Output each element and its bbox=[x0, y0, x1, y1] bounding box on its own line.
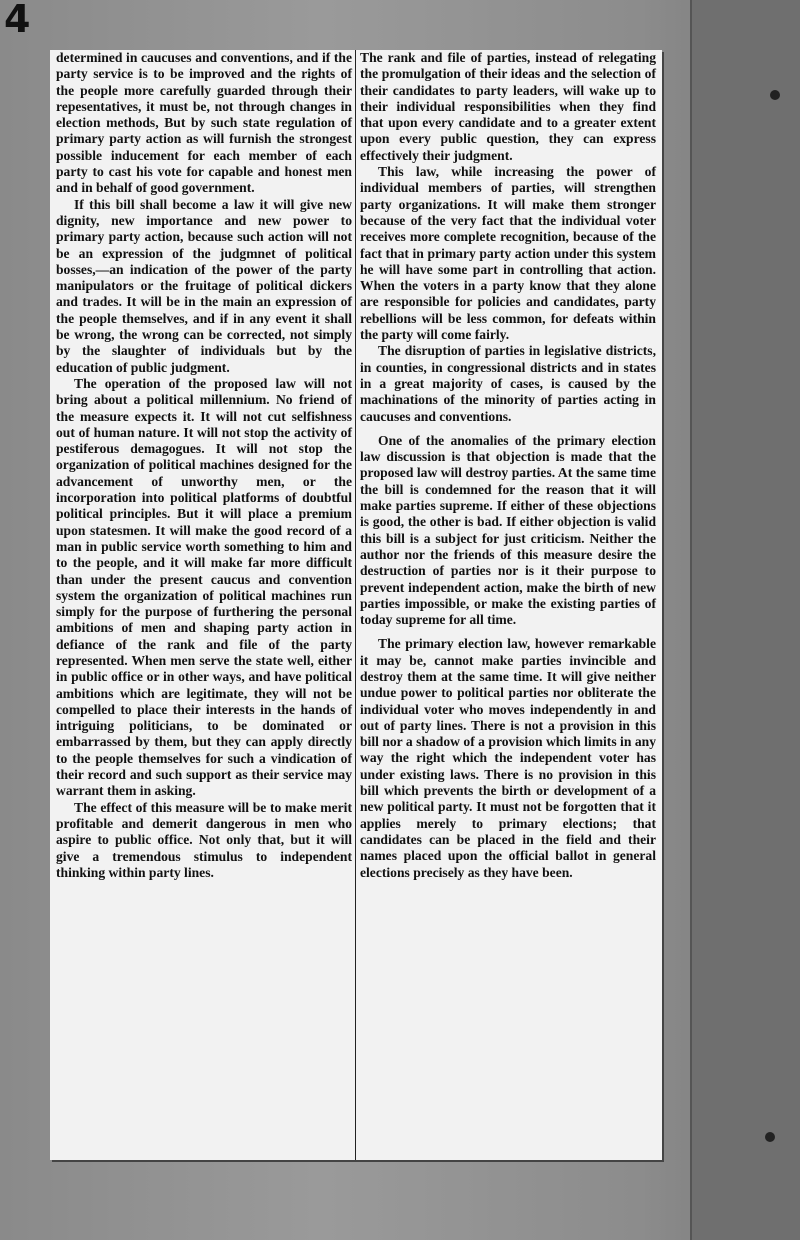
paragraph: The rank and file of parties, instead of relegating the promulgation of their ideas and the selection of their candidates to party leaders, will wake up to their individual responsibilities when they find that upon every candidate and to a greater extent upon every public question, they can express effectively their judgment. bbox=[360, 50, 656, 163]
paragraph: The operation of the proposed law will not bring about a political millennium. No friend of the measure expects it. It will not cut selfishness out of human nature. It will not stop the activity of pestiferous demagogues. It will not stop the organization of political machines designed for the advancement of unworthy men, or the incorporation into political platforms of doubtful political principles. But it will place a premium upon statesmen. It will make the good record of a man in public service worth something to him and to the people, and it will make far more difficult than under the present caucus and convention system the organization of political machines run simply for the purpose of furthering the personal ambitions of men and shaping party action in defiance of the rank and file of the party represented. When men serve the state well, either in public office or in other ways, and have political ambitions which are legitimate, they will not be compelled to place their interests in the hands of intriguing politicians, to be dominated or embarrassed by them, but they can apply directly to the people themselves for such a vindication of their record and such support as their service may warrant them in asking. bbox=[56, 375, 352, 799]
page-edge-strip bbox=[690, 0, 800, 1240]
right-column bbox=[360, 50, 656, 881]
left-column bbox=[56, 50, 352, 881]
paragraph: The primary election law, however remarkable it may be, cannot make parties invincible and destroy them at the same time. It will give neither undue power to political parties nor obliterate the individual voter who moves independently in and out of party lines. There is not a provision in this bill nor a shadow of a provision which limits in any way the right which the independent voter has under existing laws. There is no provision in this bill which prevents the birth or development of a new political party. It must not be forgotten that it applies merely to primary elections; that candidates can be placed in the field and their names placed upon the official ballot in general elections precisely as they have been. bbox=[360, 636, 656, 880]
paragraph: determined in caucuses and conventions, and if the party service is to be improved and the rights of the people more carefully guarded through their repesentatives, it must be, not through changes in election methods, But by such state regulation of primary party action as will furnish the strongest possible inducement for each member of each party to cast his vote for capable and honest men and in behalf of good government. bbox=[56, 50, 352, 196]
binding-hole bbox=[770, 90, 780, 100]
paragraph: One of the anomalies of the primary election law discussion is that objection is made that the proposed law will destroy parties. At the same time the bill is condemned for the reason that it will make parties supreme. If either of these objections is good, the other is bad. If either objection is valid this bill is a subject for just criticism. Neither the author nor the friends of this measure desire the destruction of parties nor is it their purpose to prevent independent action, make the birth of new parties impossible, or make the existing parties of today supreme for all time. bbox=[360, 432, 656, 628]
column-rule bbox=[355, 50, 356, 1160]
paragraph: This law, while increasing the power of individual members of parties, will strengthen party organizations. It will make them stronger because of the very fact that the individual voter receives more complete recognition, because of the fact that in primary party action under this system he will have some part in controlling that action. When the voters in a party know that they alone are responsible for policies and candidates, party rebellions will be less common, for defeats within the party will come fairly. bbox=[360, 164, 656, 343]
paragraph: The effect of this measure will be to make merit profitable and demerit dangerous in men who aspire to public office. Not only that, but it will give a tremendous stimulus to independent thinking within party lines. bbox=[56, 799, 352, 880]
newspaper-clipping bbox=[50, 50, 662, 1160]
page-number: 4 bbox=[4, 0, 31, 41]
paragraph: The disruption of parties in legislative districts, in counties, in congressional districts and in states in a great majority of cases, is caused by the machinations of the minority of parties acting in caucuses and conventions. bbox=[360, 343, 656, 424]
binding-hole bbox=[765, 1132, 775, 1142]
paragraph: If this bill shall become a law it will give new dignity, new importance and new power to primary party action, because such action will not be an expression of the judgmnet of political bosses,—an indication of the power of the party manipulators or the fruitage of political dickers and trades. It will be in the main an expression of the people themselves, and if in any event it shall be wrong, the wrong can be corrected, not simply by the slaughter of individuals but by the education of public judgment. bbox=[56, 196, 352, 375]
